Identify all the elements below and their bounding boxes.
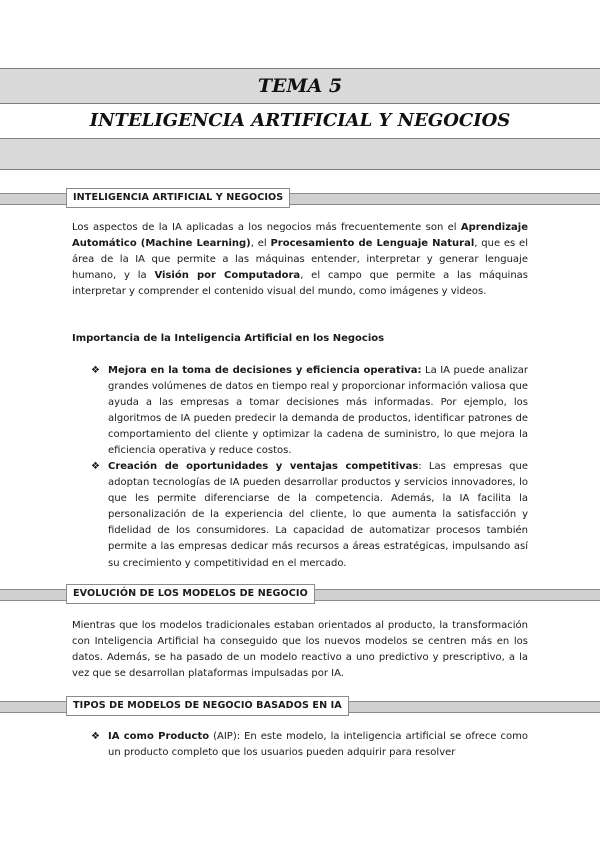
subheading-importancia: Importancia de la Inteligencia Artificial en los Negocios — [72, 333, 385, 344]
section-heading-ia-negocios — [0, 188, 600, 208]
bold-term: Aprendizaje Automático (Machine Learning) — [72, 222, 528, 250]
page-title: TEMA 5 — [0, 68, 600, 104]
bullet-bold: IA como Producto — [108, 731, 210, 742]
section-heading-evolucion — [0, 584, 600, 604]
bold-term: Procesamiento de Lenguaje Natural — [270, 238, 475, 250]
bullet-item — [91, 729, 529, 761]
title-block — [0, 68, 600, 170]
bullet-bold: Mejora en la toma de decisiones y eficiencia operativa: — [108, 365, 422, 376]
intro-paragraph — [72, 220, 528, 300]
section-heading-label: TIPOS DE MODELOS DE NEGOCIO BASADOS EN IA — [66, 696, 349, 716]
bullet-bold: Creación de oportunidades y ventajas competitivas — [108, 461, 419, 472]
diamond-bullet-icon: ❖ — [91, 461, 100, 472]
text-run: , el campo que permite a las máquinas interpretar y comprender el contenido visual del mundo, como imágenes y videos. — [72, 270, 528, 298]
section-heading-label: EVOLUCIÓN DE LOS MODELOS DE NEGOCIO — [66, 584, 315, 604]
bullet-text: La IA puede analizar grandes volúmenes de datos en tiempo real y proporcionar información valiosa que ayuda a las empresas a tomar decisiones más informadas. Por ejemplo, los algoritmos de IA pueden predecir la demanda de productos, identificar patrones de comportamiento del cliente y optimizar la cadena de suministro, lo que mejora la eficiencia operativa y reduce costos. — [108, 365, 528, 457]
evolucion-paragraph: Mientras que los modelos tradicionales estaban orientados al producto, la transformación con Inteligencia Artificial ha conseguido que los nuevos modelos se centren más en los datos. Además, se ha pasado de un modelo reactivo a uno predictivo y prescriptivo, a la vez que se desarrollan plataformas impulsadas por IA. — [72, 620, 528, 680]
bold-term: Visión por Computadora — [154, 270, 301, 282]
bullet-item — [91, 459, 528, 572]
bullet-text: : Las empresas que adoptan tecnologías de IA pueden desarrollar productos y servicios innovadores, lo que les permite diferenciarse de la competencia. Además, la IA facilita la personalización de la experiencia del cliente, lo que aumenta la satisfacción y fidelidad de los consumidores. La capacidad de automatizar procesos también permite a las empresas dedicar más recursos a áreas estratégicas, impulsando así su crecimiento y competitividad en el mercado. — [108, 461, 528, 569]
page-subtitle: INTELIGENCIA ARTIFICIAL Y NEGOCIOS — [0, 104, 600, 139]
diamond-bullet-icon: ❖ — [91, 365, 100, 376]
title-spacer-band — [0, 139, 600, 170]
section-heading-label: INTELIGENCIA ARTIFICIAL Y NEGOCIOS — [66, 188, 290, 208]
section-heading-tipos — [0, 696, 600, 716]
text-run: , el — [250, 238, 271, 250]
bullet-item — [91, 363, 528, 460]
bullet-text: (AIP): En este modelo, la inteligencia artificial se ofrece como un producto completo que los usuarios pueden adquirir para resolver — [108, 731, 529, 759]
text-run: , que es el área de la IA que permite a las máquinas entender, interpretar y generar lenguaje humano, y la — [72, 238, 528, 282]
diamond-bullet-icon: ❖ — [91, 731, 100, 742]
text-run: Los aspectos de la IA aplicadas a los negocios más frecuentemente son el — [72, 222, 461, 233]
